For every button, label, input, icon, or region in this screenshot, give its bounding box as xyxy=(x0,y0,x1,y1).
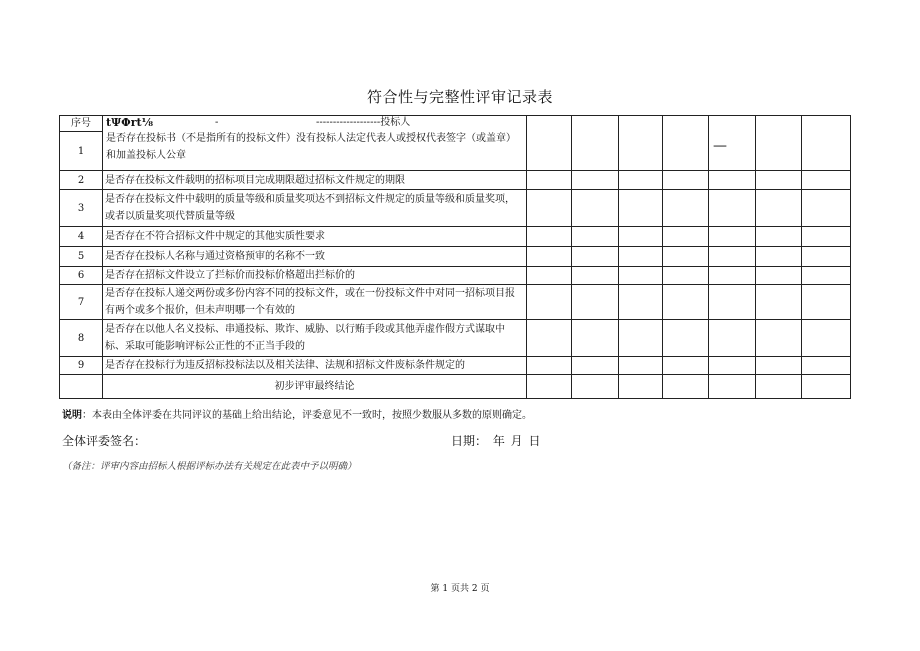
bidder-cell xyxy=(619,116,663,171)
row-text: 是否存在投标人名称与通过资格预审的名称不一致 xyxy=(103,247,527,267)
bidder-cell xyxy=(709,116,756,171)
note-text: ：本表由全体评委在共同评议的基础上给出结论，评委意见不一致时，按照少数服从多数的原则确定。 xyxy=(82,410,532,421)
page-title: 符合性与完整性评审记录表 xyxy=(366,88,553,106)
row-number: 9 xyxy=(60,357,103,375)
bidder-cell xyxy=(663,116,709,171)
table-row xyxy=(60,247,851,267)
header-dash: - xyxy=(215,117,219,128)
final-conclusion-label: 初步评审最终结论 xyxy=(103,375,527,399)
row-1-text: 是否存在投标书（不是指所有的投标文件）没有投标人法定代表人或授权代表签字（或盖章）和加盖投标人公章 xyxy=(106,133,516,161)
bidder-header: -------------------投标人 xyxy=(316,117,411,128)
seq-header: 序号 xyxy=(71,118,91,129)
dash-mark: — xyxy=(713,138,727,154)
row-text: 是否存在投标行为违反招标投标法以及相关法律、法规和招标文件废标条件规定的 xyxy=(103,357,527,375)
row-text: 是否存在投标文件中载明的质量等级和质量奖项达不到招标文件规定的质量等级和质量奖项，或者以质量奖项代替质量等级 xyxy=(103,190,527,227)
row-text: 是否存在以他人名义投标、串通投标、欺诈、威胁、以行贿手段或其他弄虚作假方式谋取中标、采取可能影响评标公正性的不正当手段的 xyxy=(103,320,527,357)
row-number: 5 xyxy=(60,247,103,267)
explanation-note xyxy=(62,406,532,421)
row-text: 是否存在不符合招标文件中规定的其他实质性要求 xyxy=(103,227,527,247)
bidder-cell xyxy=(527,116,572,171)
bidder-cell xyxy=(802,116,851,171)
signature-label: 全体评委签名： xyxy=(62,434,147,448)
row-text: 是否存在投标人递交两份或多份内容不同的投标文件，或在一份投标文件中对同一招标项目报有两个或多个报价，但未声明哪一个有效的 xyxy=(103,285,527,320)
row-number: 2 xyxy=(60,171,103,190)
header-garbled-text: tΨΦrt⅛ xyxy=(106,116,153,129)
row-1-number: 1 xyxy=(60,132,103,171)
table-row xyxy=(60,357,851,375)
table-row xyxy=(60,227,851,247)
bidder-cell xyxy=(572,116,619,171)
row-number: 3 xyxy=(60,190,103,227)
bidder-cell xyxy=(756,116,802,171)
row-number: 8 xyxy=(60,320,103,357)
table-row xyxy=(60,190,851,227)
table-row xyxy=(60,285,851,320)
note-label: 说明 xyxy=(62,410,82,421)
final-conclusion-row xyxy=(60,375,851,399)
date-label: 日期： 年 月 日 xyxy=(451,434,541,448)
remark-text: （备注：评审内容由招标人根据评标办法有关规定在此表中予以明确） xyxy=(62,461,357,472)
table-row xyxy=(60,320,851,357)
review-table xyxy=(59,115,851,399)
seq-header-cell xyxy=(60,116,103,132)
row-number: 4 xyxy=(60,227,103,247)
header-line xyxy=(105,116,524,130)
row-number: 6 xyxy=(60,267,103,285)
page-footer: 第 1 页共 2 页 xyxy=(430,584,490,594)
table-row xyxy=(60,171,851,190)
table-row xyxy=(60,267,851,285)
row-text: 是否存在投标文件载明的招标项目完成期限超过招标文件规定的期限 xyxy=(103,171,527,190)
row-text: 是否存在招标文件设立了拦标价而投标价格超出拦标价的 xyxy=(103,267,527,285)
header-item-cell xyxy=(103,116,527,171)
row-number: 7 xyxy=(60,285,103,320)
